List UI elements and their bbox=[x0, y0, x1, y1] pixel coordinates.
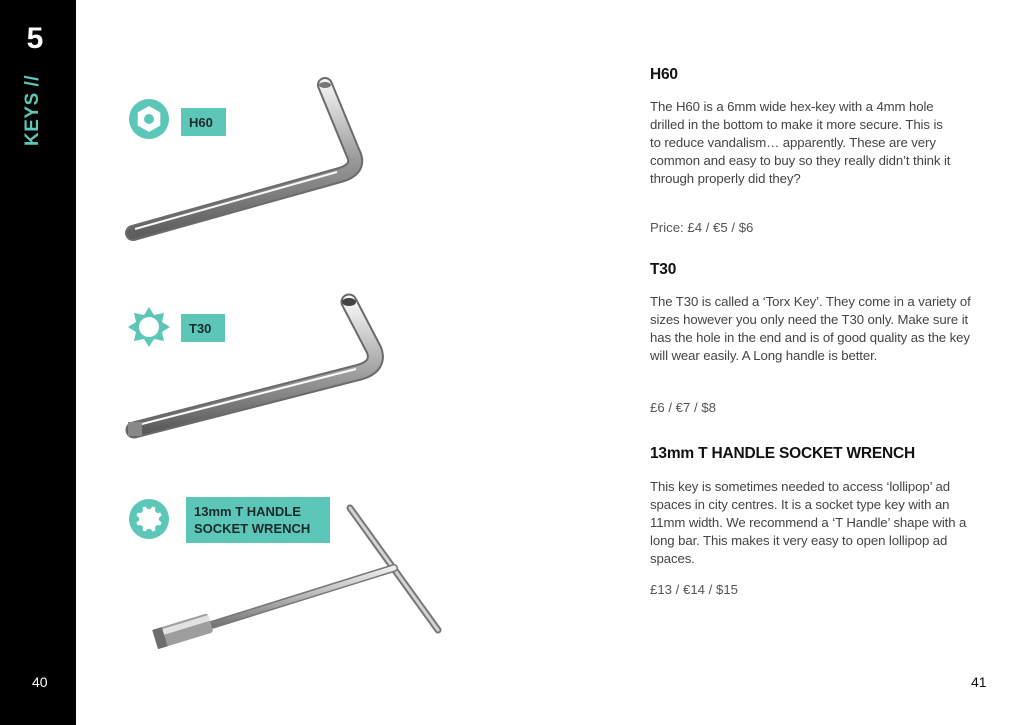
tag-socket-wrench-line2: SOCKET WRENCH bbox=[194, 521, 311, 536]
page-number-right: 41 bbox=[971, 674, 987, 690]
chapter-number: 5 bbox=[26, 22, 44, 55]
chapter-title: KEYS // bbox=[22, 74, 43, 146]
heading-socket-wrench: 13mm T HANDLE SOCKET WRENCH bbox=[650, 445, 916, 462]
tag-t30: T30 bbox=[181, 314, 225, 342]
tag-h60: H60 bbox=[181, 108, 226, 136]
heading-t30: T30 bbox=[650, 261, 677, 278]
t-handle-socket-wrench-image bbox=[150, 500, 450, 650]
price-t30: £6 / €7 / $8 bbox=[650, 400, 716, 415]
price-socket-wrench: £13 / €14 / $15 bbox=[650, 582, 738, 597]
price-h60: Price: £4 / €5 / $6 bbox=[650, 220, 754, 235]
page-number-left: 40 bbox=[32, 674, 48, 690]
description-h60: The H60 is a 6mm wide hex-key with a 4mm hole drilled in the bottom to make it more secure. This is to reduce vandalism… apparently. These are very common and easy to buy so they really didn’t think it through properly did they? bbox=[650, 99, 951, 186]
description-socket-wrench: This key is sometimes needed to access ‘lollipop’ ad spaces in city centres. It is a socket type key with an 11mm width. We recommend a ‘T Handle’ shape with a long bar. This makes it very easy to open lollipop ad spaces. bbox=[650, 479, 967, 566]
tag-socket-wrench-line1: 13mm T HANDLE bbox=[194, 504, 301, 519]
description-t30: The T30 is called a ‘Torx Key’. They come in a variety of sizes however you only need the T30 only. Make sure it has the hole in the end and is of good quality as the key will wear easily. A Long handle is better. bbox=[650, 294, 971, 363]
h60-hex-key-image bbox=[125, 75, 370, 250]
chapter-sidebar bbox=[0, 0, 76, 725]
t30-torx-key-image bbox=[124, 290, 389, 445]
heading-h60: H60 bbox=[650, 66, 678, 83]
